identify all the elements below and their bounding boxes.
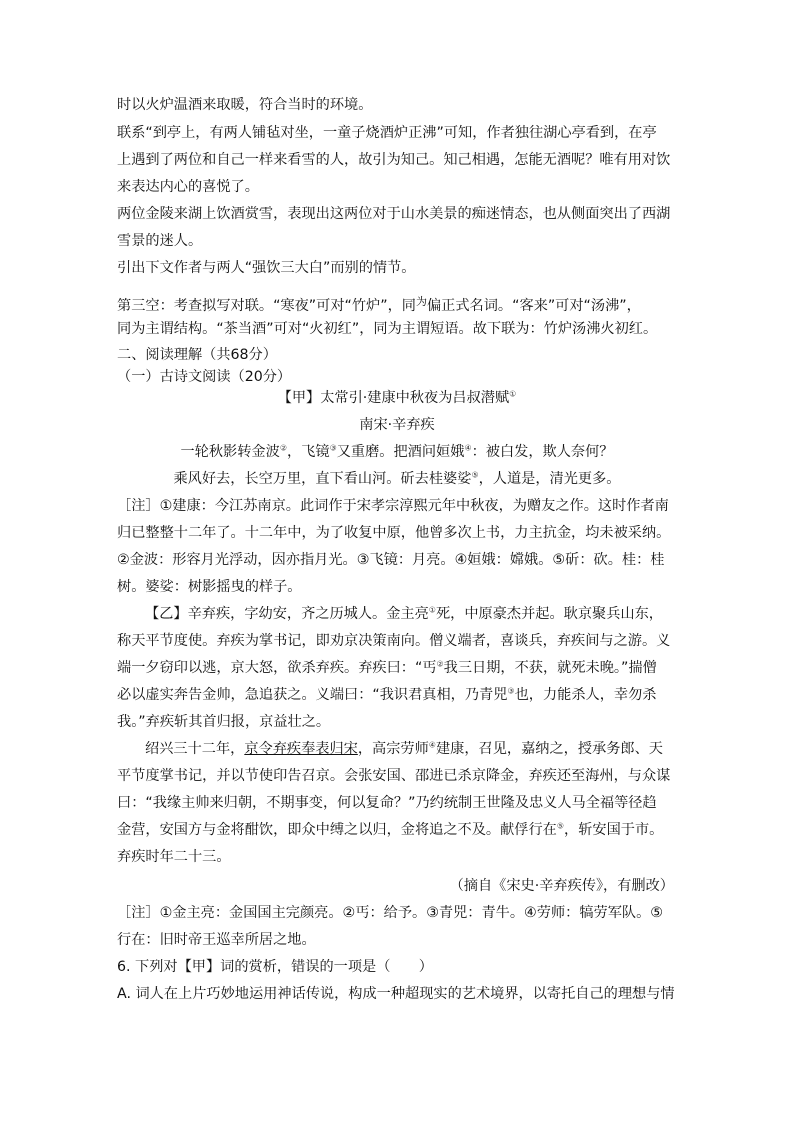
poem-text: ，人道是，清光更多。 (478, 471, 621, 487)
poem-line (117, 470, 677, 488)
note-line: 归已整整十二年了。十二年中，为了收复中原，他曾多次上书，力主抗金，均未被采纳。 (117, 525, 671, 541)
question-stem: 6. 下列对【甲】词的赏析，错误的一项是（ ） (117, 959, 433, 975)
analysis-line: 联系“到亭上，有两人铺毡对坐，一童子烧酒炉正沸”可知，作者独往湖心亭看到，在亭 (117, 125, 657, 141)
prose-line (145, 605, 705, 623)
footnote-marker: ③ (507, 686, 515, 696)
footnote-marker: ④ (428, 740, 436, 750)
prose-line: 曰：“我缘主帅来归朝，不期事变，何以复命？”乃约统制王世隆及忠义人马全福等径趋 (117, 795, 657, 811)
source-citation: （摘自《宋史·辛弃疾传》，有删改） (449, 878, 674, 894)
analysis-line: 上遇到了两位和自己一样来看雪的人，故引为知己。知己相遇，怎能无酒呢？唯有用对饮 (117, 152, 671, 168)
prose-text: 死，中原豪杰并起。耿京聚兵山东， (435, 606, 663, 622)
analysis-text: 偏正式名词。“客来”可对“汤沸”， (426, 298, 641, 314)
poem-text: ：被白发，欺人奈何？ (471, 444, 614, 460)
note-line: 行在：旧时帝王巡幸所居之地。 (117, 932, 316, 948)
prose-text: 我三日期，不获，就死未晚。”揣僧 (443, 660, 657, 676)
prose-line: 我。”弃疾斩其首归报，京益壮之。 (117, 714, 331, 730)
prose-line: 称天平节度使。弃疾为掌书记，即劝京决策南向。僧义端者，喜谈兵，弃疾间与之游。义 (117, 633, 671, 649)
note-line: 树。婆娑：树影摇曳的样子。 (117, 579, 302, 595)
section-heading: 二、阅读理解（共68分） (117, 347, 277, 363)
poem-text: 一轮秋影转金波 (180, 444, 280, 460)
poem-text: 又重磨。把酒问姮娥 (336, 444, 465, 460)
poem-title (117, 389, 677, 407)
prose-text: 必以虚实奔告金帅，急追获之。义端曰：“我识君真相，乃青兕 (117, 687, 508, 703)
prose-line: 弃疾时年二十三。 (117, 849, 231, 865)
footnote-marker: ④ (464, 443, 472, 453)
prose-text: 也，力能杀人，幸勿杀 (514, 687, 657, 703)
prose-text: 【乙】辛弃疾，字幼安，齐之历城人。金主亮 (145, 606, 429, 622)
footnote-marker: ⑤ (556, 821, 564, 831)
poem-author: 南宋·辛弃疾 (359, 417, 435, 433)
analysis-line: 时以火炉温酒来取暖，符合当时的环境。 (117, 97, 373, 113)
section-subheading: （一）古诗文阅读（20分） (117, 369, 292, 385)
footnote-marker: ② (436, 659, 444, 669)
underlined-sentence: 京令弃疾奉表归宋 (244, 741, 358, 757)
analysis-line: 雪景的迷人。 (117, 233, 203, 249)
prose-text: 金营，安国方与金将酣饮，即众中缚之以归，金将追之不及。献俘行在 (117, 822, 557, 838)
question-option-a: A. 词人在上片巧妙地运用神话传说，构成一种超现实的艺术境界，以寄托自己的理想与情 (117, 986, 675, 1002)
prose-line (117, 686, 677, 704)
prose-text: 端一夕窃印以逃，京大怒，欲杀弃疾。弃疾曰：“丐 (117, 660, 437, 676)
poem-line (117, 443, 677, 461)
analysis-text: 第三空：考查拟写对联。“寒夜”可对“竹炉”，同 (117, 298, 416, 314)
prose-text: ，高宗劳师 (357, 741, 429, 757)
analysis-line: 引出下文作者与两人“强饮三大白”而别的情节。 (117, 260, 416, 276)
note-line: ［注］①建康：今江苏南京。此词作于宋孝宗淳熙元年中秋夜，为赠友之作。这时作者南 (117, 498, 669, 514)
footnote-marker: ③ (329, 443, 337, 453)
prose-text: 绍兴三十二年， (145, 741, 245, 757)
analysis-text: 为 (415, 295, 427, 308)
analysis-line: 同为主谓结构。“茶当酒”可对“火初红”，同为主谓短语。故下联为：竹炉汤沸火初红。 (117, 321, 658, 337)
note-line: ［注］①金主亮：金国国主完颜亮。②丐：给予。③青兕：青牛。④劳师：犒劳军队。⑤ (117, 905, 663, 921)
poem-title-text: 【甲】太常引·建康中秋夜为吕叔潜赋 (277, 390, 510, 406)
poem-text: 乘风好去，长空万里，直下看山河。斫去桂婆娑 (173, 471, 472, 487)
footnote-marker: ① (509, 389, 517, 399)
footnote-marker: ⑤ (471, 470, 479, 480)
analysis-line: 两位金陵来湖上饮酒赏雪，表现出这两位对于山水美景的痴迷情态，也从侧面突出了西湖 (117, 206, 671, 222)
prose-line (117, 659, 677, 677)
prose-line (117, 821, 677, 839)
prose-line (145, 740, 705, 758)
prose-text: 建康，召见，嘉纳之，授承务郎、天 (435, 741, 663, 757)
footnote-marker: ① (428, 605, 436, 615)
analysis-line: 来表达内心的喜悦了。 (117, 179, 259, 195)
footnote-marker: ② (279, 443, 287, 453)
poem-text: ，飞镜 (286, 444, 330, 460)
analysis-line (117, 293, 677, 315)
prose-text: ，斩安国于市。 (564, 822, 664, 838)
note-line: ②金波：形容月光浮动，因亦指月光。③飞镜：月亮。④姮娥：嫦娥。⑤斫：砍。桂：桂 (117, 552, 665, 568)
prose-line: 平节度掌书记，并以节使印告召京。会张安国、邵进已杀京降金，弃疾还至海州，与众谋 (117, 768, 671, 784)
